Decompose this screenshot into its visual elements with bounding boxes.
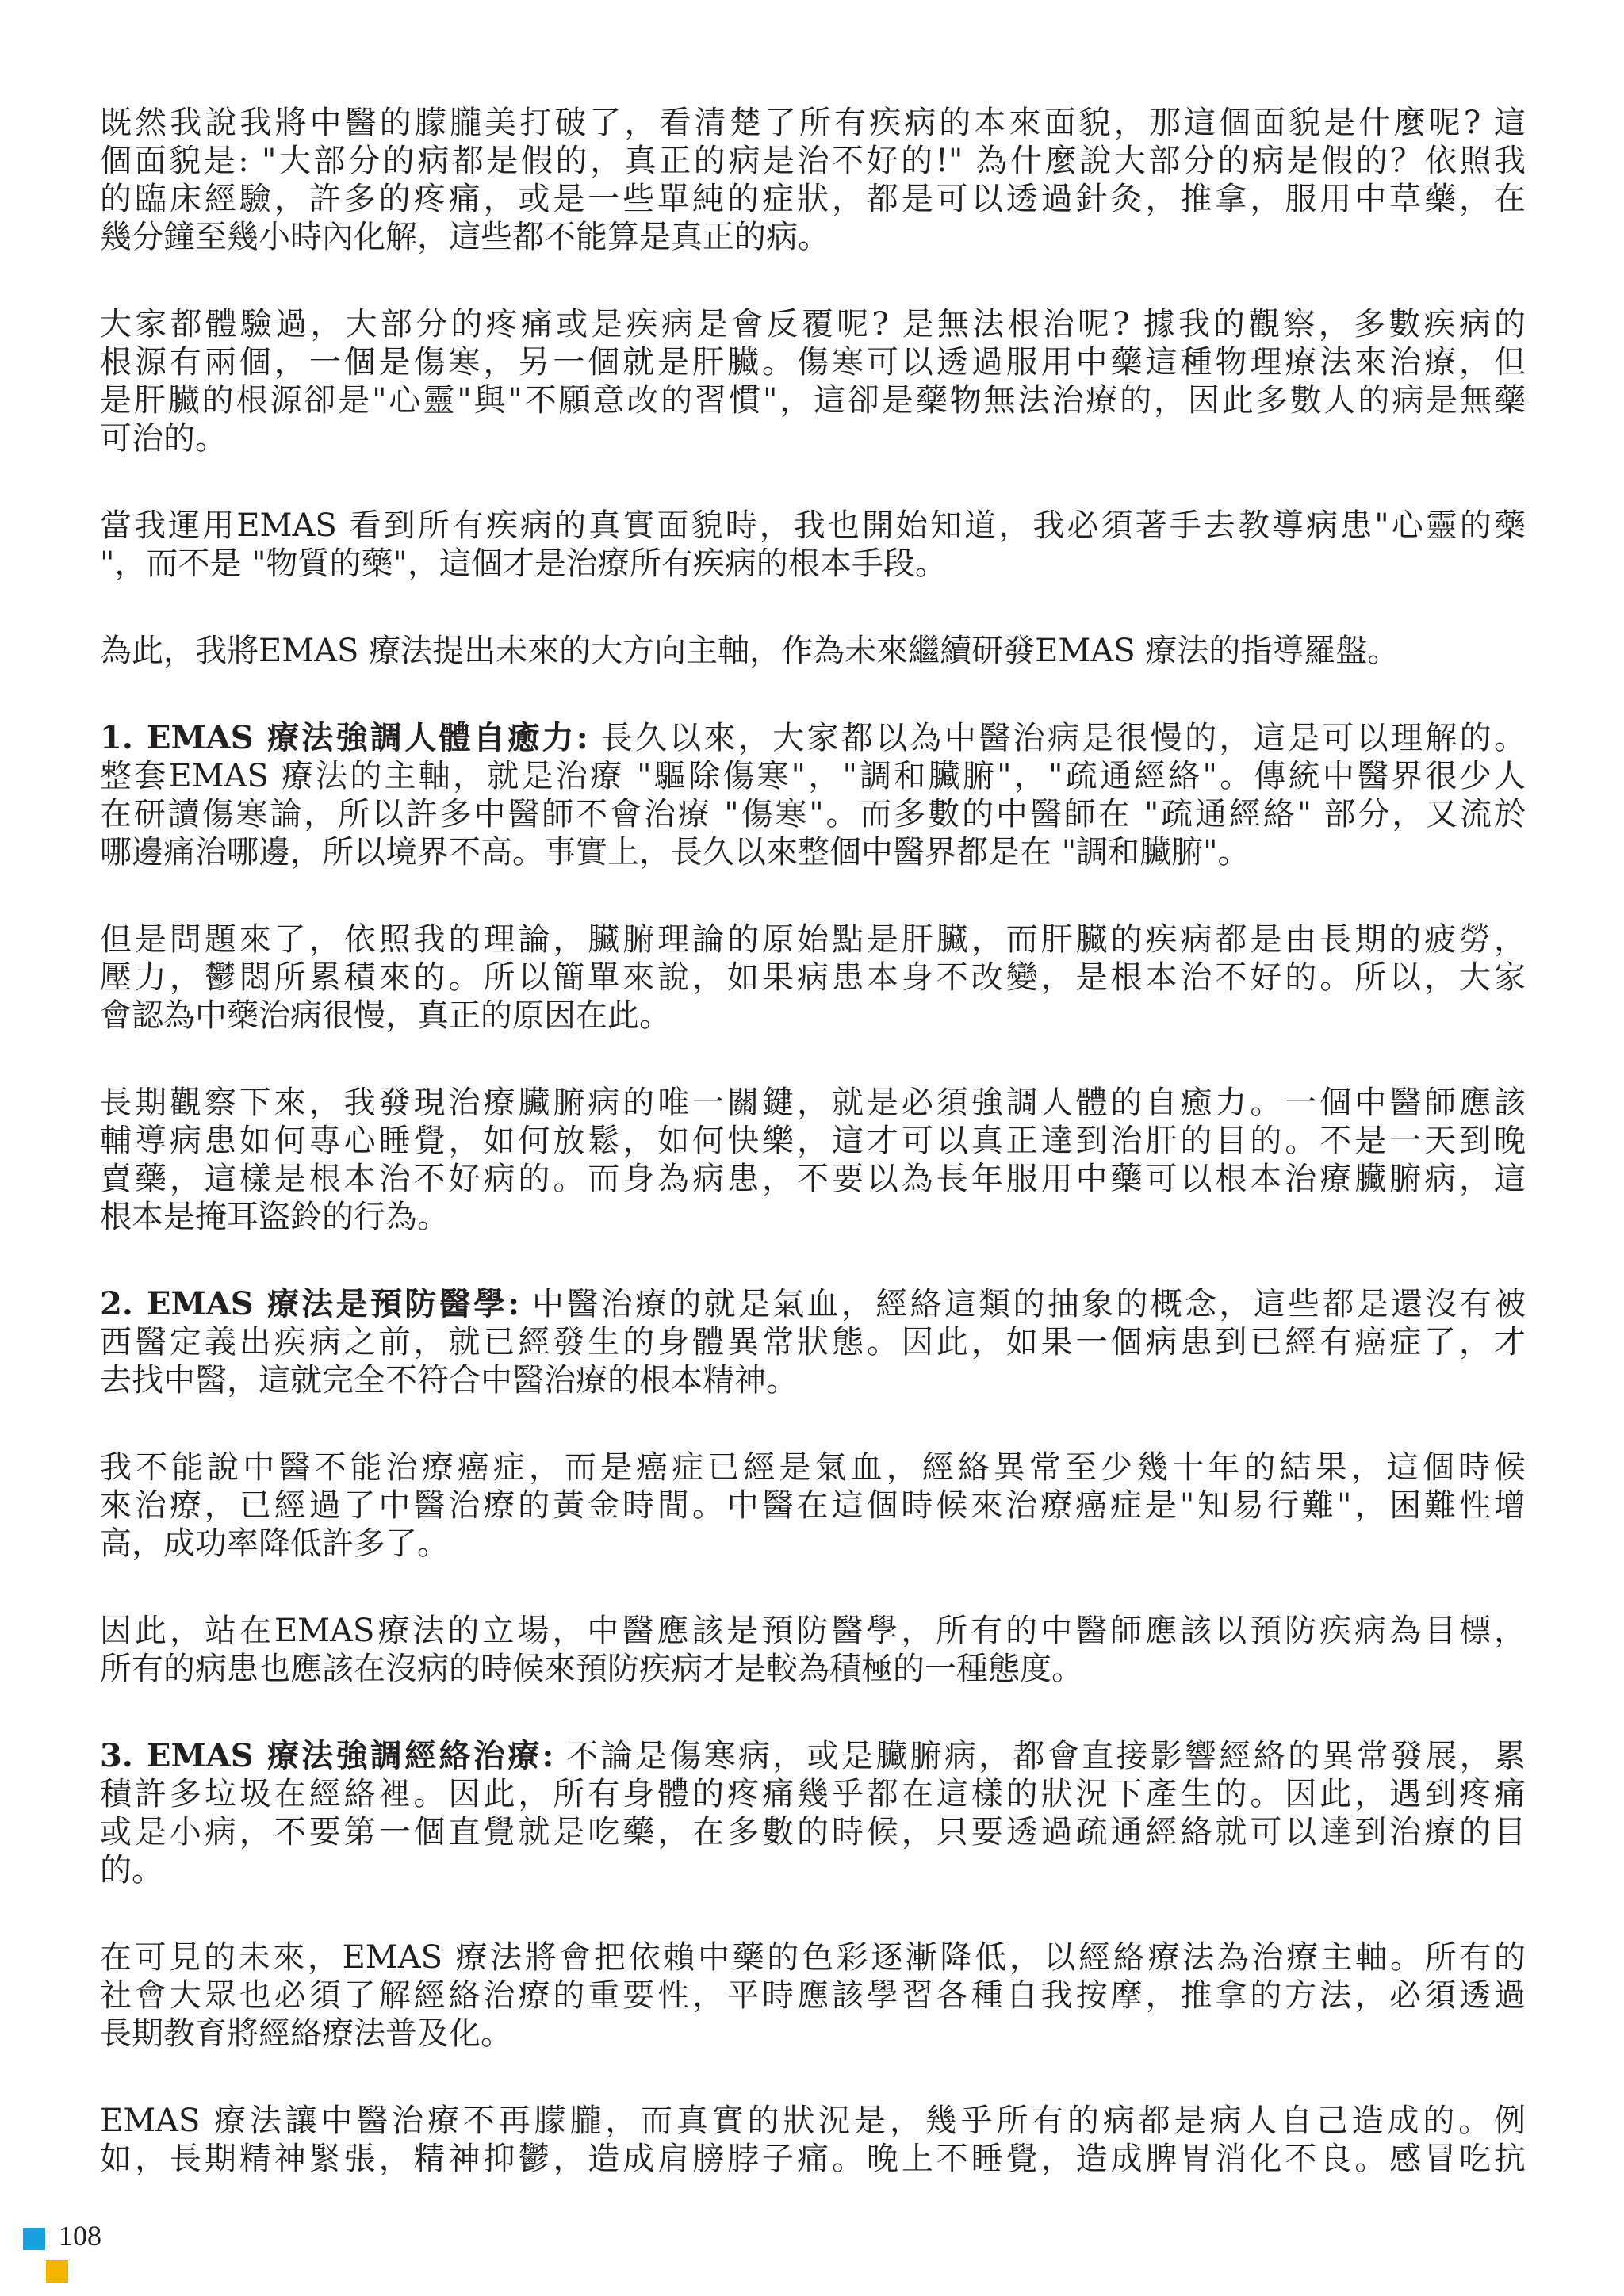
text-line: 根本是掩耳盜鈴的行為。	[100, 1199, 449, 1235]
text-line: 積許多垃圾在經絡裡。因此，所有身體的疼痛幾乎都在這樣的狀況下產生的。因此，遇到疼痛	[100, 1776, 1526, 1812]
paragraph	[100, 632, 1526, 670]
text-line: 長期教育將經絡療法普及化。	[100, 2015, 512, 2052]
text-line: 壓力，鬱悶所累積來的。所以簡單來說，如果病患本身不改變，是根本治不好的。所以，大家	[100, 959, 1526, 996]
text-line: 因此，站在EMAS療法的立場，中醫應該是預防醫學，所有的中醫師應該以預防疾病為目標，	[100, 1613, 1526, 1649]
text-run: 中醫治療的就是氣血，經絡這類的抽象的概念，這些都是還沒有被	[519, 1286, 1526, 1322]
text-line	[100, 1285, 1526, 1323]
text-line: 高，成功率降低許多了。	[100, 1525, 449, 1562]
text-line: 是肝臟的根源卻是"心靈"與"不願意改的習慣"，這卻是藥物無法治療的，因此多數人的病是無藥	[100, 382, 1526, 419]
text-line: EMAS 療法讓中醫治療不再朦朧，而真實的狀況是，幾乎所有的病都是病人自己造成的。例	[100, 2103, 1526, 2139]
text-line: 會認為中藥治病很慢，真正的原因在此。	[100, 997, 671, 1034]
paragraph	[100, 104, 1526, 256]
text-line: 當我運用EMAS 看到所有疾病的真實面貌時，我也開始知道，我必須著手去教導病患"心靈的藥	[100, 507, 1526, 544]
paragraph	[100, 1448, 1526, 1563]
paragraph	[100, 719, 1526, 871]
page-marker-yellow-square	[46, 2260, 68, 2283]
text-line: 的臨床經驗，許多的疼痛，或是一些單純的症狀，都是可以透過針灸，推拿，服用中草藥，在	[100, 181, 1526, 217]
text-line: 社會大眾也必須了解經絡治療的重要性，平時應該學習各種自我按摩，推拿的方法，必須透過	[100, 1977, 1526, 2014]
text-run: 長久以來，大家都以為中醫治病是很慢的，這是可以理解的。	[588, 720, 1526, 756]
text-line: 去找中醫，這就完全不符合中醫治療的根本精神。	[100, 1362, 798, 1399]
text-line: 如，長期精神緊張，精神抑鬱，造成肩膀脖子痛。晚上不睡覺，造成脾胃消化不良。感冒吃抗	[100, 2141, 1526, 2177]
paragraph	[100, 920, 1526, 1035]
text-line: 我不能說中醫不能治療癌症，而是癌症已經是氣血，經絡異常至少幾十年的結果，這個時候	[100, 1449, 1526, 1486]
paragraph	[100, 1612, 1526, 1688]
paragraph	[100, 507, 1526, 583]
text-line	[100, 1737, 1526, 1775]
text-line: 幾分鐘至幾小時內化解，這些都不能算是真正的病。	[100, 219, 829, 255]
text-line: 賣藥，這樣是根本治不好病的。而身為病患，不要以為長年服用中藥可以根本治療臟腑病，這	[100, 1161, 1526, 1197]
text-line: 在可見的未來，EMAS 療法將會把依賴中藥的色彩逐漸降低，以經絡療法為治療主軸。所有的	[100, 1939, 1526, 1976]
text-line: 根源有兩個，一個是傷寒，另一個就是肝臟。傷寒可以透過服用中藥這種物理療法來治療，但	[100, 344, 1526, 381]
section-heading: 2. EMAS 療法是預防醫學:	[100, 1285, 519, 1322]
paragraph	[100, 305, 1526, 457]
text-line: 來治療，已經過了中醫治療的黃金時間。中醫在這個時候來治療癌症是"知易行難"，困難性增	[100, 1487, 1526, 1524]
text-line: 的。	[100, 1852, 163, 1888]
text-line: 長期觀察下來，我發現治療臟腑病的唯一關鍵，就是必須強調人體的自癒力。一個中醫師應該	[100, 1085, 1526, 1121]
text-line: 在研讀傷寒論，所以許多中醫師不會治療 "傷寒"。而多數的中醫師在 "疏通經絡" 部分，又流於	[100, 796, 1526, 832]
body-text	[100, 104, 1526, 2227]
text-line: 西醫定義出疾病之前，就已經發生的身體異常狀態。因此，如果一個病患到已經有癌症了，才	[100, 1324, 1526, 1360]
text-line: 整套EMAS 療法的主軸，就是治療 "驅除傷寒"，"調和臟腑"，"疏通經絡"。傳統中醫界很少人	[100, 758, 1526, 794]
section-heading: 3. EMAS 療法強調經絡治療:	[100, 1737, 554, 1774]
text-line: 為此，我將EMAS 療法提出未來的大方向主軸，作為未來繼續研發EMAS 療法的指導羅盤。	[100, 633, 1400, 669]
paragraph	[100, 1084, 1526, 1236]
text-line: "，而不是 "物質的藥"，這個才是治療所有疾病的根本手段。	[100, 545, 947, 582]
text-line: 個面貌是: "大部分的病都是假的，真正的病是治不好的!" 為什麼說大部分的病是假的？依照我	[100, 143, 1526, 179]
text-line: 大家都體驗過，大部分的疼痛或是疾病是會反覆呢? 是無法根治呢? 據我的觀察，多數疾病的	[100, 306, 1526, 342]
paragraph	[100, 1938, 1526, 2053]
page-marker-blue-square	[23, 2228, 45, 2250]
text-line: 既然我說我將中醫的朦朧美打破了，看清楚了所有疾病的本來面貌，那這個面貌是什麼呢? 這	[100, 105, 1526, 141]
text-line: 輔導病患如何專心睡覺，如何放鬆，如何快樂，這才可以真正達到治肝的目的。不是一天到晚	[100, 1123, 1526, 1159]
section-heading: 1. EMAS 療法強調人體自癒力:	[100, 719, 588, 756]
text-line: 但是問題來了，依照我的理論，臟腑理論的原始點是肝臟，而肝臟的疾病都是由長期的疲勞，	[100, 921, 1526, 958]
text-line: 所有的病患也應該在沒病的時候來預防疾病才是較為積極的一種態度。	[100, 1651, 1083, 1687]
text-line: 哪邊痛治哪邊，所以境界不高。事實上，長久以來整個中醫界都是在 "調和臟腑"。	[100, 834, 1250, 871]
page-number: 108	[59, 2220, 102, 2252]
text-line: 或是小病，不要第一個直覺就是吃藥，在多數的時候，只要透過疏通經絡就可以達到治療的目	[100, 1814, 1526, 1850]
paragraph	[100, 1285, 1526, 1399]
paragraph	[100, 2102, 1526, 2178]
text-line: 可治的。	[100, 420, 227, 457]
text-run: 不論是傷寒病，或是臟腑病，都會直接影響經絡的異常發展，累	[553, 1738, 1526, 1774]
text-line	[100, 719, 1526, 757]
paragraph	[100, 1737, 1526, 1889]
